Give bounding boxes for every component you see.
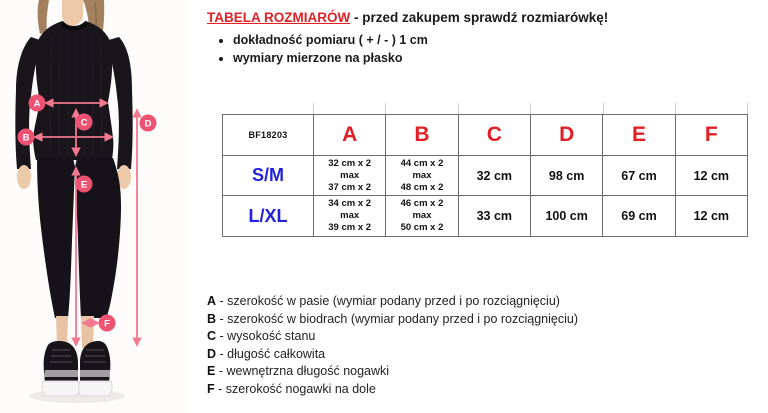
cell-line: max <box>412 169 432 181</box>
sneaker-left-sole <box>42 381 79 396</box>
cell-lxl-a <box>314 196 386 237</box>
legend-text: - szerokość w pasie (wymiar podany przed i po rozciągnięciu) <box>219 294 560 308</box>
size-label-sm: S/M <box>223 156 314 196</box>
cell-line: 39 cm x 2 <box>328 222 372 233</box>
cell-lxl-c: 33 cm <box>458 196 530 237</box>
column-header-c: C <box>458 115 530 156</box>
note-accuracy: • dokładność pomiaru ( + / - ) 1 cm <box>233 31 752 49</box>
column-header-b: B <box>386 115 458 156</box>
cell-lxl-b <box>386 196 458 237</box>
legend-text: - wysokość stanu <box>219 329 316 343</box>
table-header-row <box>223 115 748 156</box>
measure-badge-a-label: A <box>33 98 41 110</box>
size-table <box>222 114 748 237</box>
cell-sm-a <box>314 156 386 196</box>
legend-key: F <box>207 381 215 396</box>
measure-badge-e-label: E <box>80 179 88 191</box>
cell-lxl-f: 12 cm <box>675 196 747 237</box>
legend-text: - długość całkowita <box>219 346 326 361</box>
cell-sm-f: 12 cm <box>675 156 747 196</box>
cell-line: max <box>340 210 360 221</box>
cell-line: 37 cm x 2 <box>328 181 372 193</box>
model-neck <box>62 0 83 26</box>
measure-badge-b-label: B <box>22 132 30 144</box>
column-header-f: F <box>675 115 747 156</box>
product-code: BF18203 <box>223 115 314 156</box>
page-title-suffix: - przed zakupem sprawdź rozmiarówkę! <box>350 10 609 25</box>
table-row <box>223 196 748 237</box>
legend-text: - wewnętrzna długość nogawki <box>218 364 390 378</box>
column-header-e: E <box>603 115 675 156</box>
sneaker-right-sole <box>79 381 112 396</box>
legend-key: A <box>207 294 217 308</box>
legend-text: - szerokość w biodrach (wymiar podany przed i po rozciągnięciu) <box>219 311 578 326</box>
measurement-legend <box>207 293 578 398</box>
legend-key: E <box>207 364 216 378</box>
measure-badge-d-label: D <box>144 118 152 130</box>
legend-key: D <box>207 346 217 361</box>
table-row <box>223 156 748 196</box>
legend-item-d <box>207 346 578 364</box>
cell-line: 46 cm x 2 <box>400 198 444 209</box>
page-title-main: TABELA ROZMIARÓW <box>207 10 351 25</box>
cell-sm-e: 67 cm <box>603 156 675 196</box>
legend-item-f <box>207 381 578 399</box>
cell-sm-d: 98 cm <box>530 156 602 196</box>
legend-key: C <box>207 329 217 343</box>
cell-sm-c: 32 cm <box>458 156 530 196</box>
measure-badge-f-label: F <box>104 318 110 330</box>
cell-sm-b <box>386 156 458 196</box>
note-flat-measure: • wymiary mierzone na płasko <box>233 49 752 67</box>
model-photo <box>0 0 190 413</box>
cell-lxl-d: 100 cm <box>530 196 602 237</box>
legend-item-c <box>207 328 578 346</box>
cell-line: 34 cm x 2 <box>328 198 372 209</box>
column-header-d: D <box>530 115 602 156</box>
column-header-a: A <box>314 115 386 156</box>
sneaker-right-stripe <box>80 370 110 377</box>
legend-text: - szerokość nogawki na dole <box>218 381 376 396</box>
legend-key: B <box>207 311 217 326</box>
cell-line: 50 cm x 2 <box>400 222 444 233</box>
measure-badge-c-label: C <box>80 117 88 129</box>
cell-line: 44 cm x 2 <box>400 157 444 169</box>
cell-line: max <box>340 169 360 181</box>
cell-lxl-e: 69 cm <box>603 196 675 237</box>
legend-item-b <box>207 311 578 329</box>
model-hand <box>17 165 31 189</box>
cell-line: 48 cm x 2 <box>400 181 444 193</box>
sneaker-left-stripe <box>44 370 78 377</box>
measurement-notes <box>207 31 752 67</box>
page-title <box>207 9 752 27</box>
legend-item-a <box>207 293 578 311</box>
legend-item-e <box>207 363 578 381</box>
cell-line: max <box>412 210 432 221</box>
cell-line: 32 cm x 2 <box>328 157 372 169</box>
size-label-lxl: L/XL <box>223 196 314 237</box>
header-block <box>207 9 752 67</box>
model-figure-svg <box>0 0 190 413</box>
